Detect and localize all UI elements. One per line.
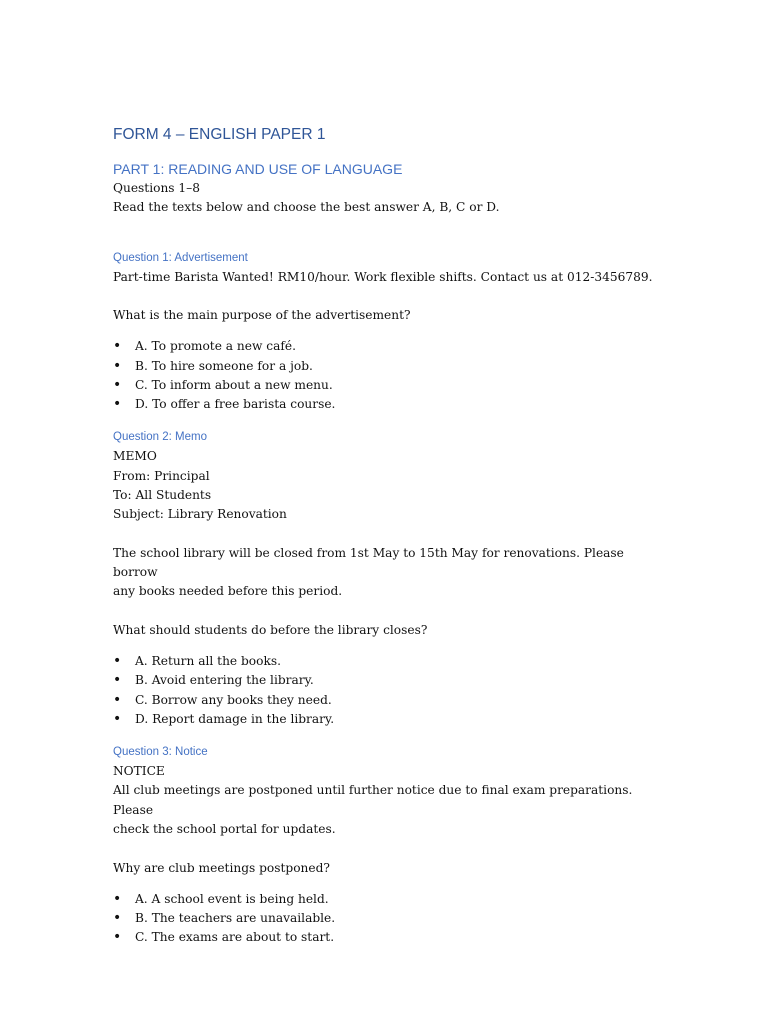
spacer	[113, 602, 653, 621]
question-3-options	[113, 890, 653, 948]
memo-to: To: All Students	[113, 487, 212, 502]
memo-from: From: Principal	[113, 468, 210, 483]
spacer	[113, 729, 653, 743]
option-item: • D. To offer a free barista course.	[113, 395, 653, 414]
spacer	[113, 524, 653, 543]
question-3-heading: Question 3: Notice	[113, 746, 208, 759]
spacer	[113, 839, 653, 858]
option-item: • D. Report damage in the library.	[113, 710, 653, 729]
document-content	[113, 125, 653, 947]
memo-text-line-2: any books needed before this period.	[113, 584, 343, 599]
option-item: • B. The teachers are unavailable.	[113, 909, 653, 928]
spacer	[113, 640, 653, 652]
notice-text-line-2: check the school portal for updates.	[113, 821, 336, 836]
questions-range: Questions 1–8	[113, 181, 201, 195]
instruction-text: Read the texts below and choose the best answer A, B, C or D.	[113, 200, 500, 215]
spacer	[113, 325, 653, 337]
question-3-prompt: Why are club meetings postponed?	[113, 860, 330, 875]
option-item: • A. A school event is being held.	[113, 890, 653, 909]
memo-text-line-1: The school library will be closed from 1st May to 15th May for renovations. Please borrow	[113, 545, 624, 580]
option-item: • B. To hire someone for a job.	[113, 357, 653, 376]
option-item: • C. To inform about a new menu.	[113, 376, 653, 395]
spacer	[113, 287, 653, 306]
option-item: • A. Return all the books.	[113, 652, 653, 671]
option-item: • C. The exams are about to start.	[113, 928, 653, 947]
spacer	[113, 878, 653, 890]
option-item: • B. Avoid entering the library.	[113, 671, 653, 690]
option-item: • C. Borrow any books they need.	[113, 691, 653, 710]
document-title: FORM 4 – ENGLISH PAPER 1	[113, 126, 326, 143]
option-item: • A. To promote a new café.	[113, 337, 653, 356]
notice-label: NOTICE	[113, 764, 165, 779]
part-heading: PART 1: READING AND USE OF LANGUAGE	[113, 161, 403, 177]
question-1-prompt: What is the main purpose of the advertisement?	[113, 308, 411, 323]
question-1-text: Part-time Barista Wanted! RM10/hour. Work flexible shifts. Contact us at 012-3456789.	[113, 269, 653, 284]
question-1-options	[113, 337, 653, 414]
question-1-heading: Question 1: Advertisement	[113, 251, 248, 264]
question-2-options	[113, 652, 653, 729]
question-2-heading: Question 2: Memo	[113, 431, 207, 444]
memo-label: MEMO	[113, 449, 157, 464]
memo-subject: Subject: Library Renovation	[113, 507, 287, 522]
notice-text-line-1: All club meetings are postponed until further notice due to final exam preparations. Please	[113, 783, 633, 817]
question-2-prompt: What should students do before the library closes?	[113, 622, 428, 637]
spacer	[113, 414, 653, 428]
